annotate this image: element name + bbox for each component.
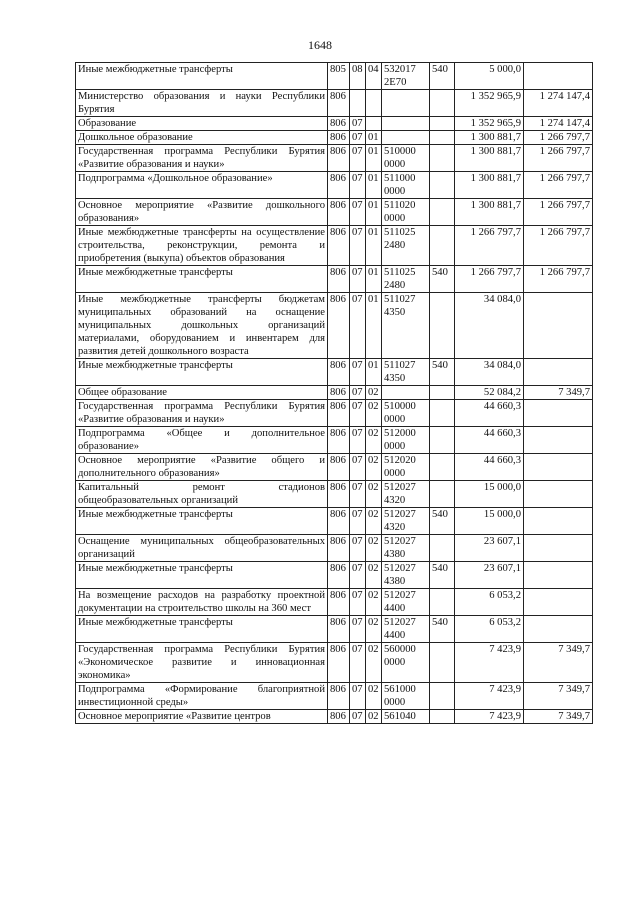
grbs-code-cell: 806 [328, 643, 350, 683]
grbs-code-cell: 806 [328, 562, 350, 589]
target-article-part: 511025 [384, 267, 416, 278]
grbs-code-cell: 806 [328, 131, 350, 145]
amount-year1-cell: 6 053,2 [455, 589, 524, 616]
podrazdel-code-cell: 02 [366, 562, 382, 589]
budget-table [75, 62, 593, 724]
podrazdel-code-cell: 02 [366, 508, 382, 535]
podrazdel-code-cell: 01 [366, 199, 382, 226]
target-article-cell [382, 63, 430, 90]
row-name-cell: Иные межбюджетные трансферты [76, 562, 328, 589]
row-name-cell: Капитальный ремонт стадионов общеобразовательных организаций [76, 481, 328, 508]
amount-year1-cell: 44 660,3 [455, 454, 524, 481]
row-name-cell: Подпрограмма «Дошкольное образование» [76, 172, 328, 199]
target-article-part: 561000 [384, 684, 416, 695]
table-row [76, 199, 593, 226]
table-row [76, 643, 593, 683]
target-article-part: 512027 [384, 617, 416, 628]
grbs-code-cell: 806 [328, 427, 350, 454]
expense-type-cell: 540 [430, 562, 455, 589]
table-row [76, 616, 593, 643]
razdel-code-cell: 07 [350, 616, 366, 643]
target-article-cell [382, 616, 430, 643]
grbs-code-cell: 806 [328, 199, 350, 226]
razdel-code-cell: 07 [350, 454, 366, 481]
table-row [76, 63, 593, 90]
razdel-code-cell: 07 [350, 400, 366, 427]
amount-year1-cell: 1 300 881,7 [455, 145, 524, 172]
target-article-part: 510000 [384, 401, 416, 412]
table-row [76, 508, 593, 535]
amount-year1-cell: 23 607,1 [455, 562, 524, 589]
amount-year2-cell: 7 349,7 [524, 683, 593, 710]
razdel-code-cell [350, 90, 366, 117]
target-article-part: 4350 [384, 307, 406, 318]
amount-year1-cell: 1 300 881,7 [455, 131, 524, 145]
grbs-code-cell: 805 [328, 63, 350, 90]
target-article-part: 512000 [384, 428, 416, 439]
podrazdel-code-cell: 01 [366, 172, 382, 199]
target-article-part: 0000 [384, 414, 406, 425]
target-article-part: 0000 [384, 213, 406, 224]
row-name-cell: Государственная программа Республики Бурятия «Развитие образования и науки» [76, 400, 328, 427]
podrazdel-code-cell: 02 [366, 589, 382, 616]
table-row [76, 683, 593, 710]
amount-year1-cell: 15 000,0 [455, 481, 524, 508]
grbs-code-cell: 806 [328, 266, 350, 293]
target-article-part: 532017 [384, 64, 416, 75]
amount-year1-cell: 15 000,0 [455, 508, 524, 535]
target-article-part: 0000 [384, 657, 406, 668]
amount-year2-cell [524, 508, 593, 535]
expense-type-cell [430, 293, 455, 359]
razdel-code-cell: 07 [350, 131, 366, 145]
table-row [76, 386, 593, 400]
amount-year2-cell [524, 589, 593, 616]
expense-type-cell: 540 [430, 63, 455, 90]
target-article-cell [382, 90, 430, 117]
amount-year2-cell: 1 274 147,4 [524, 90, 593, 117]
expense-type-cell [430, 481, 455, 508]
podrazdel-code-cell: 02 [366, 454, 382, 481]
amount-year2-cell: 1 266 797,7 [524, 199, 593, 226]
target-article-part: 2480 [384, 280, 406, 291]
target-article-part: 4400 [384, 603, 406, 614]
expense-type-cell [430, 131, 455, 145]
row-name-cell: Иные межбюджетные трансферты [76, 508, 328, 535]
target-article-part: 511025 [384, 227, 416, 238]
razdel-code-cell: 07 [350, 643, 366, 683]
target-article-cell [382, 199, 430, 226]
amount-year2-cell [524, 293, 593, 359]
expense-type-cell: 540 [430, 508, 455, 535]
grbs-code-cell: 806 [328, 508, 350, 535]
table-row [76, 710, 593, 724]
row-name-cell: Иные межбюджетные трансферты [76, 359, 328, 386]
grbs-code-cell: 806 [328, 226, 350, 266]
target-article-part: 561040 [384, 711, 416, 722]
amount-year2-cell: 1 266 797,7 [524, 172, 593, 199]
amount-year1-cell: 1 266 797,7 [455, 226, 524, 266]
target-article-cell [382, 710, 430, 724]
amount-year2-cell [524, 63, 593, 90]
target-article-cell [382, 481, 430, 508]
row-name-cell: Министерство образования и науки Республики Бурятия [76, 90, 328, 117]
amount-year1-cell: 7 423,9 [455, 683, 524, 710]
target-article-part: 4400 [384, 630, 406, 641]
amount-year2-cell: 1 266 797,7 [524, 266, 593, 293]
row-name-cell: Оснащение муниципальных общеобразовательных организаций [76, 535, 328, 562]
target-article-part: 512020 [384, 455, 416, 466]
table-row [76, 535, 593, 562]
target-article-cell [382, 508, 430, 535]
amount-year2-cell [524, 359, 593, 386]
table-row [76, 90, 593, 117]
expense-type-cell [430, 535, 455, 562]
podrazdel-code-cell: 02 [366, 535, 382, 562]
target-article-cell [382, 266, 430, 293]
row-name-cell: Государственная программа Республики Бурятия «Экономическое развитие и инновационная экономика» [76, 643, 328, 683]
target-article-cell [382, 427, 430, 454]
target-article-cell [382, 562, 430, 589]
podrazdel-code-cell: 02 [366, 427, 382, 454]
podrazdel-code-cell: 02 [366, 710, 382, 724]
row-name-cell: Иные межбюджетные трансферты на осуществление строительства, реконструкции, ремонта и приобретения (выкупа) объектов образования [76, 226, 328, 266]
row-name-cell: Образование [76, 117, 328, 131]
expense-type-cell [430, 226, 455, 266]
table-row [76, 427, 593, 454]
target-article-part: 4320 [384, 495, 406, 506]
razdel-code-cell: 07 [350, 293, 366, 359]
grbs-code-cell: 806 [328, 400, 350, 427]
amount-year2-cell: 1 266 797,7 [524, 145, 593, 172]
razdel-code-cell: 07 [350, 710, 366, 724]
podrazdel-code-cell: 01 [366, 266, 382, 293]
table-row [76, 172, 593, 199]
row-name-cell: Дошкольное образование [76, 131, 328, 145]
grbs-code-cell: 806 [328, 454, 350, 481]
row-name-cell: Иные межбюджетные трансферты бюджетам муниципальных образований на оснащение муниципальных дошкольных организаций материалами, оборудованием и инвентарем для развития детей дошкольного возраста [76, 293, 328, 359]
target-article-part: 4380 [384, 576, 406, 587]
target-article-part: 512027 [384, 590, 416, 601]
target-article-cell [382, 117, 430, 131]
table-row [76, 226, 593, 266]
amount-year2-cell [524, 535, 593, 562]
amount-year2-cell: 1 266 797,7 [524, 131, 593, 145]
amount-year2-cell [524, 562, 593, 589]
target-article-part: 512027 [384, 482, 416, 493]
expense-type-cell [430, 454, 455, 481]
expense-type-cell [430, 117, 455, 131]
target-article-part: 512027 [384, 509, 416, 520]
expense-type-cell [430, 710, 455, 724]
expense-type-cell [430, 683, 455, 710]
amount-year1-cell: 1 352 965,9 [455, 90, 524, 117]
target-article-cell [382, 145, 430, 172]
target-article-part: 511000 [384, 173, 416, 184]
amount-year1-cell: 1 352 965,9 [455, 117, 524, 131]
target-article-cell [382, 643, 430, 683]
podrazdel-code-cell [366, 117, 382, 131]
grbs-code-cell: 806 [328, 293, 350, 359]
razdel-code-cell: 07 [350, 535, 366, 562]
target-article-part: 560000 [384, 644, 416, 655]
target-article-part: 0000 [384, 697, 406, 708]
row-name-cell: Основное мероприятие «Развитие общего и дополнительного образования» [76, 454, 328, 481]
row-name-cell: Иные межбюджетные трансферты [76, 266, 328, 293]
target-article-cell [382, 131, 430, 145]
row-name-cell: Иные межбюджетные трансферты [76, 63, 328, 90]
amount-year2-cell: 7 349,7 [524, 643, 593, 683]
expense-type-cell: 540 [430, 266, 455, 293]
target-article-part: 4380 [384, 549, 406, 560]
row-name-cell: Государственная программа Республики Бурятия «Развитие образования и науки» [76, 145, 328, 172]
expense-type-cell [430, 90, 455, 117]
target-article-part: 511020 [384, 200, 416, 211]
target-article-cell [382, 359, 430, 386]
razdel-code-cell: 07 [350, 359, 366, 386]
razdel-code-cell: 08 [350, 63, 366, 90]
row-name-cell: На возмещение расходов на разработку проектной документации на строительство школы на 360 мест [76, 589, 328, 616]
grbs-code-cell: 806 [328, 616, 350, 643]
table-row [76, 145, 593, 172]
amount-year1-cell: 7 423,9 [455, 643, 524, 683]
amount-year1-cell: 6 053,2 [455, 616, 524, 643]
table-row [76, 481, 593, 508]
target-article-part: 2Е70 [384, 77, 407, 88]
amount-year1-cell: 34 084,0 [455, 293, 524, 359]
amount-year1-cell: 34 084,0 [455, 359, 524, 386]
amount-year1-cell: 23 607,1 [455, 535, 524, 562]
amount-year2-cell: 7 349,7 [524, 710, 593, 724]
podrazdel-code-cell [366, 90, 382, 117]
podrazdel-code-cell: 02 [366, 643, 382, 683]
grbs-code-cell: 806 [328, 90, 350, 117]
target-article-cell [382, 386, 430, 400]
grbs-code-cell: 806 [328, 145, 350, 172]
podrazdel-code-cell: 01 [366, 226, 382, 266]
podrazdel-code-cell: 02 [366, 683, 382, 710]
podrazdel-code-cell: 02 [366, 386, 382, 400]
razdel-code-cell: 07 [350, 683, 366, 710]
target-article-cell [382, 226, 430, 266]
razdel-code-cell: 07 [350, 508, 366, 535]
grbs-code-cell: 806 [328, 386, 350, 400]
grbs-code-cell: 806 [328, 172, 350, 199]
podrazdel-code-cell: 02 [366, 616, 382, 643]
amount-year2-cell: 7 349,7 [524, 386, 593, 400]
grbs-code-cell: 806 [328, 117, 350, 131]
target-article-cell [382, 683, 430, 710]
razdel-code-cell: 07 [350, 562, 366, 589]
target-article-cell [382, 454, 430, 481]
target-article-cell [382, 293, 430, 359]
amount-year2-cell: 1 274 147,4 [524, 117, 593, 131]
target-article-cell [382, 589, 430, 616]
target-article-part: 510000 [384, 146, 416, 157]
amount-year2-cell [524, 616, 593, 643]
amount-year1-cell: 7 423,9 [455, 710, 524, 724]
amount-year2-cell [524, 400, 593, 427]
target-article-part: 2480 [384, 240, 406, 251]
target-article-part: 0000 [384, 186, 406, 197]
table-row [76, 589, 593, 616]
expense-type-cell [430, 145, 455, 172]
amount-year2-cell: 1 266 797,7 [524, 226, 593, 266]
amount-year1-cell: 52 084,2 [455, 386, 524, 400]
amount-year1-cell: 1 266 797,7 [455, 266, 524, 293]
amount-year2-cell [524, 454, 593, 481]
target-article-part: 511027 [384, 294, 416, 305]
podrazdel-code-cell: 02 [366, 481, 382, 508]
amount-year2-cell [524, 427, 593, 454]
row-name-cell: Основное мероприятие «Развитие центров [76, 710, 328, 724]
target-article-part: 4320 [384, 522, 406, 533]
expense-type-cell [430, 643, 455, 683]
razdel-code-cell: 07 [350, 199, 366, 226]
razdel-code-cell: 07 [350, 386, 366, 400]
table-row [76, 359, 593, 386]
grbs-code-cell: 806 [328, 710, 350, 724]
razdel-code-cell: 07 [350, 172, 366, 199]
row-name-cell: Общее образование [76, 386, 328, 400]
razdel-code-cell: 07 [350, 589, 366, 616]
amount-year1-cell: 44 660,3 [455, 400, 524, 427]
table-body [76, 63, 593, 724]
expense-type-cell [430, 199, 455, 226]
row-name-cell: Иные межбюджетные трансферты [76, 616, 328, 643]
target-article-part: 0000 [384, 468, 406, 479]
expense-type-cell [430, 589, 455, 616]
razdel-code-cell: 07 [350, 266, 366, 293]
podrazdel-code-cell: 01 [366, 145, 382, 172]
table-row [76, 454, 593, 481]
razdel-code-cell: 07 [350, 481, 366, 508]
razdel-code-cell: 07 [350, 226, 366, 266]
amount-year1-cell: 1 300 881,7 [455, 199, 524, 226]
table-row [76, 293, 593, 359]
grbs-code-cell: 806 [328, 481, 350, 508]
amount-year1-cell: 44 660,3 [455, 427, 524, 454]
target-article-cell [382, 400, 430, 427]
target-article-part: 512027 [384, 536, 416, 547]
razdel-code-cell: 07 [350, 427, 366, 454]
razdel-code-cell: 07 [350, 117, 366, 131]
podrazdel-code-cell: 02 [366, 400, 382, 427]
target-article-part: 4350 [384, 373, 406, 384]
razdel-code-cell: 07 [350, 145, 366, 172]
podrazdel-code-cell: 01 [366, 131, 382, 145]
podrazdel-code-cell: 01 [366, 293, 382, 359]
table-row [76, 117, 593, 131]
row-name-cell: Основное мероприятие «Развитие дошкольного образования» [76, 199, 328, 226]
target-article-part: 0000 [384, 159, 406, 170]
amount-year1-cell: 5 000,0 [455, 63, 524, 90]
grbs-code-cell: 806 [328, 359, 350, 386]
grbs-code-cell: 806 [328, 535, 350, 562]
podrazdel-code-cell: 04 [366, 63, 382, 90]
target-article-cell [382, 172, 430, 199]
expense-type-cell [430, 427, 455, 454]
expense-type-cell [430, 386, 455, 400]
expense-type-cell: 540 [430, 359, 455, 386]
grbs-code-cell: 806 [328, 683, 350, 710]
row-name-cell: Подпрограмма «Формирование благоприятной инвестиционной среды» [76, 683, 328, 710]
target-article-cell [382, 535, 430, 562]
expense-type-cell [430, 172, 455, 199]
amount-year1-cell: 1 300 881,7 [455, 172, 524, 199]
amount-year2-cell [524, 481, 593, 508]
expense-type-cell [430, 400, 455, 427]
table-row [76, 266, 593, 293]
row-name-cell: Подпрограмма «Общее и дополнительное образование» [76, 427, 328, 454]
podrazdel-code-cell: 01 [366, 359, 382, 386]
table-row [76, 400, 593, 427]
expense-type-cell: 540 [430, 616, 455, 643]
page-number: 1648 [308, 38, 332, 52]
target-article-part: 512027 [384, 563, 416, 574]
target-article-part: 0000 [384, 441, 406, 452]
table-row [76, 562, 593, 589]
target-article-part: 511027 [384, 360, 416, 371]
table-row [76, 131, 593, 145]
grbs-code-cell: 806 [328, 589, 350, 616]
